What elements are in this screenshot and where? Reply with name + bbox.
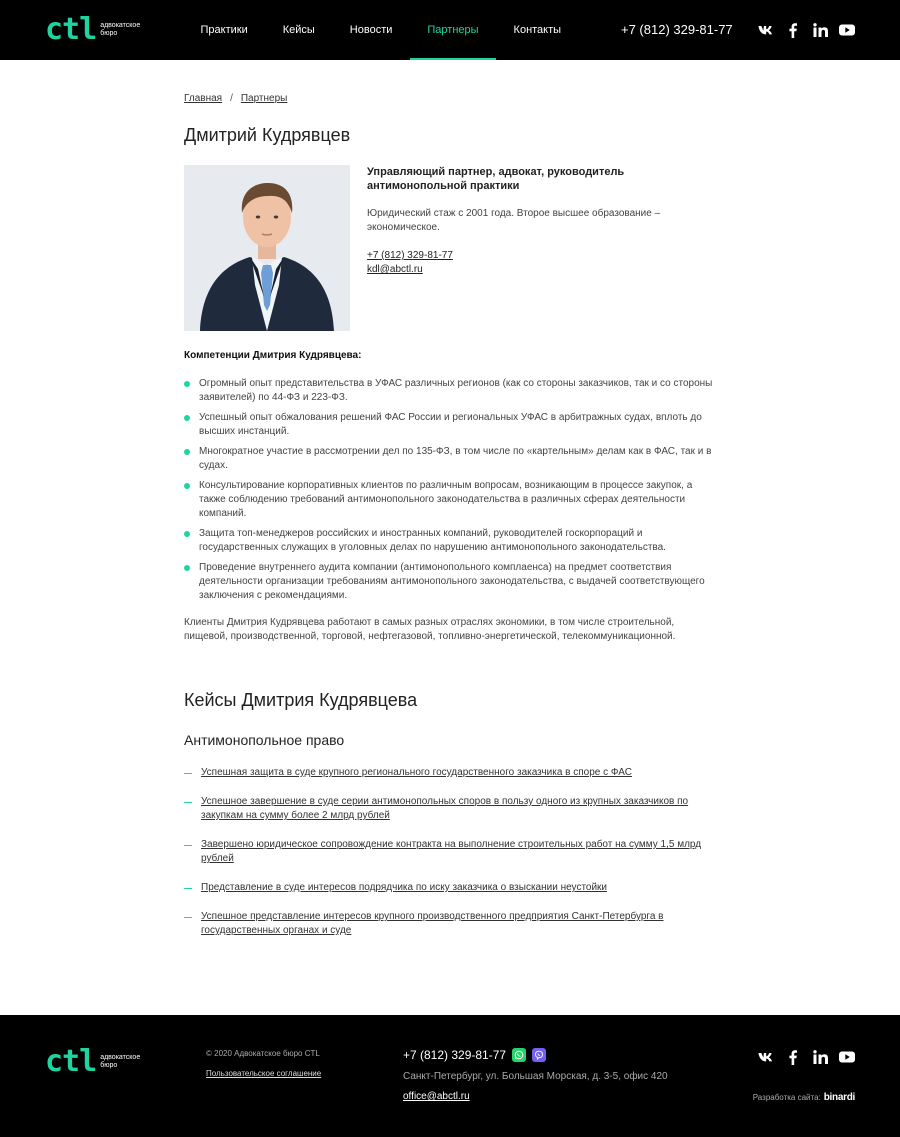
youtube-icon[interactable] <box>839 1049 855 1065</box>
partner-phone-link[interactable]: +7 (812) 329-81-77 <box>367 250 453 261</box>
footer-logo-text: адвокатское бюро <box>100 1054 141 1069</box>
nav-item-contacts[interactable]: Контакты <box>513 24 562 36</box>
nav-item-news[interactable]: Новости <box>349 24 393 36</box>
footer-logo-mark: ctl <box>45 1044 97 1079</box>
case-link[interactable]: Успешное завершение в суде серии антимонопольных споров в пользу одного из крупных заказчиков по закупкам на сумму более 2 млрд рублей <box>201 796 689 821</box>
competency-item: Проведение внутреннего аудита компании (антимонопольного комплаенса) на предмет соответствия деятельности организации требованиям антимонопольного законодательства, с выдачей соответствующего заключения с рекомендациями. <box>184 561 716 603</box>
case-link[interactable]: Успешная защита в суде крупного регионального государственного заказчика в споре с ФАС <box>201 767 632 778</box>
partner-email-link[interactable]: kdl@abctl.ru <box>367 264 423 275</box>
case-link[interactable]: Завершено юридическое сопровождение контракта на выполнение строительных работ на сумму 1,5 млрд рублей <box>201 839 702 864</box>
vk-icon[interactable] <box>758 1049 774 1065</box>
developer-brand-link[interactable]: binardi <box>823 1092 855 1103</box>
linkedin-icon[interactable] <box>812 22 828 38</box>
cases-title: Кейсы Дмитрия Кудрявцева <box>184 690 418 710</box>
facebook-icon[interactable] <box>785 22 801 38</box>
footer-address: Санкт-Петербург, ул. Большая Морская, д. 3-5, офис 420 <box>403 1071 668 1082</box>
case-item <box>184 881 716 895</box>
logo-mark: ctl <box>45 12 97 47</box>
breadcrumb-home[interactable]: Главная <box>184 93 223 104</box>
cases-subtitle: Антимонопольное право <box>184 732 345 748</box>
competencies-title: Компетенции Дмитрия Кудрявцева: <box>184 350 362 361</box>
footer-phone[interactable]: +7 (812) 329-81-77 <box>403 1048 507 1062</box>
nav-item-cases[interactable]: Кейсы <box>282 24 315 36</box>
header-socials <box>758 22 855 38</box>
footer-agreement-link[interactable]: Пользовательское соглашение <box>206 1069 322 1078</box>
logo-text: адвокатское бюро <box>100 22 141 37</box>
footer-logo[interactable] <box>45 1044 150 1079</box>
partner-position: Управляющий партнер, адвокат, руководитель антимонопольной практики <box>367 166 625 192</box>
site-header <box>0 0 900 60</box>
partner-photo <box>184 165 350 331</box>
partner-contacts <box>367 249 697 277</box>
footer-socials <box>758 1049 855 1065</box>
viber-icon[interactable] <box>532 1048 546 1062</box>
breadcrumb-current[interactable]: Партнеры <box>240 93 288 104</box>
competency-item: Консультирование корпоративных клиентов по различным вопросам, возникающим в процессе закупок, а также соблюдению требований антимонопольного законодательства в различных сферах деятельности компаний. <box>184 479 716 521</box>
profile-card <box>184 165 716 331</box>
facebook-icon[interactable] <box>785 1049 801 1065</box>
linkedin-icon[interactable] <box>812 1049 828 1065</box>
clients-text: Клиенты Дмитрия Кудрявцева работают в самых разных отраслях экономики, в том числе строительной, пищевой, производственной, торговой, нефтегазовой, топливно-энергетической, телекоммуникационной. <box>184 617 676 642</box>
case-item <box>184 910 716 938</box>
breadcrumb-separator: / <box>230 93 233 104</box>
cases-list <box>184 766 716 938</box>
main-content <box>184 93 716 953</box>
header-phone[interactable]: +7 (812) 329-81-77 <box>621 22 733 37</box>
partner-experience: Юридический стаж с 2001 года. Второе высшее образование – экономическое. <box>367 208 661 233</box>
footer-email[interactable]: office@abctl.ru <box>403 1091 470 1102</box>
case-item <box>184 795 716 823</box>
competency-item: Защита топ-менеджеров российских и иностранных компаний, руководителей госкорпораций и государственных служащих в уголовных делах по нарушению антимонопольного законодательства. <box>184 527 716 555</box>
case-link[interactable]: Представление в суде интересов подрядчика по иску заказчика о взыскании неустойки <box>201 882 608 893</box>
case-item <box>184 766 716 780</box>
nav-item-practices[interactable]: Практики <box>200 24 248 36</box>
profile-info <box>367 165 697 331</box>
developer-credit <box>753 1092 855 1103</box>
whatsapp-icon[interactable] <box>512 1048 526 1062</box>
logo[interactable] <box>45 12 150 47</box>
footer-copyright: © 2020 Адвокатское бюро CTL <box>206 1049 320 1058</box>
youtube-icon[interactable] <box>839 22 855 38</box>
case-item <box>184 838 716 866</box>
site-footer <box>0 1015 900 1137</box>
nav-item-partners[interactable]: Партнеры <box>410 0 496 60</box>
footer-phone-row <box>403 1048 546 1062</box>
competencies-list <box>184 377 716 603</box>
page-title: Дмитрий Кудрявцев <box>184 125 351 145</box>
competency-item: Многократное участие в рассмотрении дел по 135-ФЗ, в том числе по «картельным» делам как в ФАС, так и в судах. <box>184 445 716 473</box>
breadcrumb <box>184 93 716 107</box>
main-nav <box>183 0 579 60</box>
vk-icon[interactable] <box>758 22 774 38</box>
case-link[interactable]: Успешное представление интересов крупного производственного предприятия Санкт-Петербурга в государственных органах и суде <box>201 911 664 936</box>
competency-item: Огромный опыт представительства в УФАС различных регионов (как со стороны заказчиков, так и со стороны заявителей) по 44-ФЗ и 223-ФЗ. <box>184 377 716 405</box>
developer-label: Разработка сайта: <box>752 1093 821 1102</box>
competency-item: Успешный опыт обжалования решений ФАС России и региональных УФАС в арбитражных судах, вплоть до высших инстанций. <box>184 411 716 439</box>
